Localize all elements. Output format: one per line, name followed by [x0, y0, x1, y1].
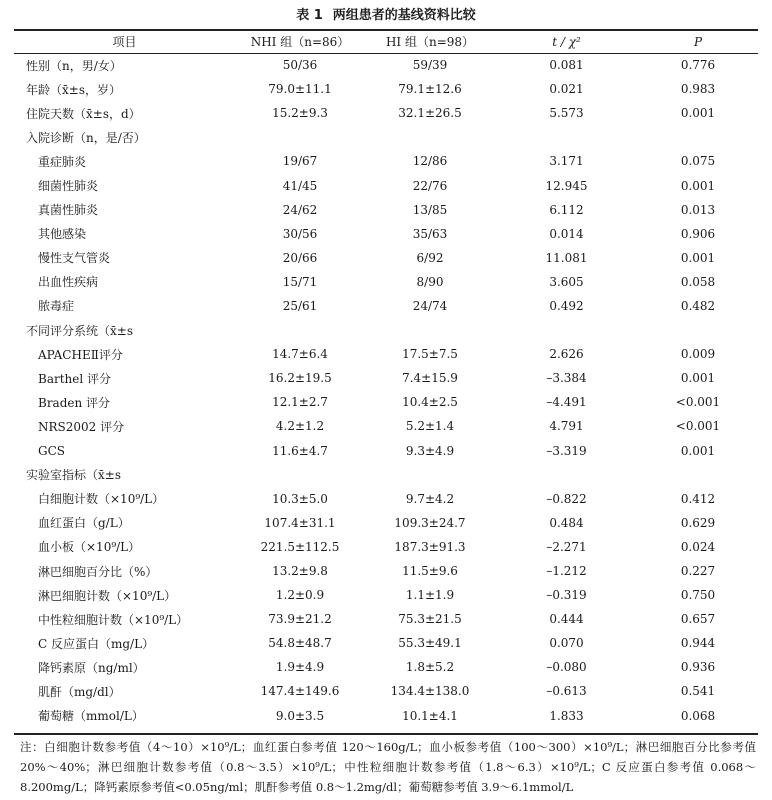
header-nhi-group: NHI 组（n=86）	[250, 35, 350, 49]
p-value: 0.983	[680, 82, 716, 97]
table-caption	[0, 7, 772, 25]
test-statistic-value: –0.613	[546, 684, 587, 699]
p-value: 0.009	[680, 347, 716, 362]
nhi-value	[235, 318, 365, 342]
test-statistic-value: 5.573	[549, 106, 584, 121]
nhi-value: 25/61	[282, 298, 318, 313]
table-row	[14, 173, 758, 197]
table-number: 表 1	[296, 8, 323, 23]
table-row	[14, 342, 758, 366]
p-value: 0.482	[680, 298, 716, 313]
row-label: 真菌性肺炎	[38, 203, 99, 218]
hi-value: 9.7±4.2	[405, 491, 455, 506]
table-row	[14, 414, 758, 438]
table-body	[14, 53, 758, 728]
row-label: 实验室指标（x̄±s	[26, 468, 121, 483]
table-row	[14, 222, 758, 246]
p-value: 0.075	[680, 154, 716, 169]
row-label: 不同评分系统（x̄±s	[26, 323, 133, 338]
table-row	[14, 439, 758, 463]
table-row	[14, 487, 758, 511]
p-value: 0.936	[680, 660, 716, 675]
test-statistic-value: –4.491	[546, 395, 587, 410]
row-label: 淋巴细胞计数（×10⁹/L）	[38, 588, 177, 603]
hi-value: 24/74	[412, 298, 448, 313]
hi-value: 17.5±7.5	[402, 347, 458, 362]
test-statistic-value: 0.081	[549, 58, 584, 73]
test-statistic-value: 0.492	[549, 298, 584, 313]
test-statistic-value: 12.945	[545, 178, 588, 193]
hi-value: 7.4±15.9	[402, 371, 458, 386]
test-statistic-value: –2.271	[546, 539, 587, 554]
hi-value: 22/76	[412, 178, 448, 193]
table-row	[14, 631, 758, 655]
hi-value	[365, 125, 495, 149]
test-statistic-value: 0.021	[549, 82, 584, 97]
table-row	[14, 655, 758, 679]
nhi-value: 79.0±11.1	[268, 82, 332, 97]
row-label: 降钙素原（ng/ml）	[38, 660, 145, 675]
p-value: 0.906	[680, 226, 716, 241]
nhi-value: 1.2±0.9	[275, 588, 325, 603]
row-label: 性别（n，男/女）	[26, 58, 122, 73]
row-label: 葡萄糖（mmol/L）	[38, 709, 144, 724]
test-statistic-value: 3.171	[549, 154, 584, 169]
row-label: Braden 评分	[38, 395, 111, 410]
hi-value: 11.5±9.6	[402, 564, 458, 579]
table-row	[14, 101, 758, 125]
row-label: C 反应蛋白（mg/L）	[38, 636, 155, 651]
nhi-value: 107.4±31.1	[264, 515, 336, 530]
table-row	[14, 53, 758, 77]
table-row	[14, 318, 758, 342]
nhi-value: 30/56	[282, 226, 318, 241]
p-value: 0.001	[680, 106, 716, 121]
test-statistic-value: 0.014	[549, 226, 584, 241]
row-label: 重症肺炎	[38, 154, 87, 169]
hi-value: 5.2±1.4	[405, 419, 455, 434]
row-label: 其他感染	[38, 227, 87, 242]
hi-value: 35/63	[412, 226, 448, 241]
hi-value: 109.3±24.7	[394, 515, 466, 530]
test-statistic-value: –3.319	[546, 443, 587, 458]
p-value: 0.657	[680, 612, 716, 627]
nhi-value: 4.2±1.2	[275, 419, 325, 434]
hi-value: 6/92	[416, 250, 444, 265]
nhi-value: 14.7±6.4	[272, 347, 328, 362]
p-value	[638, 318, 758, 342]
row-label: 血小板（×10⁹/L）	[38, 540, 141, 555]
test-statistic-value: 2.626	[549, 347, 584, 362]
row-label: 白细胞计数（×10⁹/L）	[38, 492, 165, 507]
hi-value	[365, 463, 495, 487]
p-value	[638, 463, 758, 487]
test-statistic-value	[495, 125, 638, 149]
hi-value: 1.1±1.9	[405, 588, 455, 603]
p-value: 0.068	[680, 708, 716, 723]
nhi-value: 10.3±5.0	[272, 491, 328, 506]
nhi-value: 13.2±9.8	[272, 564, 328, 579]
hi-value: 12/86	[412, 154, 448, 169]
nhi-value: 12.1±2.7	[272, 395, 328, 410]
nhi-value: 54.8±48.7	[268, 636, 332, 651]
table-bottom-rule	[14, 733, 758, 735]
table-row	[14, 390, 758, 414]
row-label: Barthel 评分	[38, 371, 112, 386]
p-value: 0.024	[680, 539, 716, 554]
p-value: 0.001	[680, 250, 716, 265]
hi-value	[365, 318, 495, 342]
test-statistic-value: 1.833	[549, 708, 584, 723]
row-label: 慢性支气管炎	[38, 251, 111, 266]
nhi-value: 15/71	[282, 274, 318, 289]
test-statistic-value: 11.081	[545, 250, 588, 265]
row-label: 年龄（x̄±s，岁）	[26, 82, 121, 97]
p-value: 0.227	[680, 564, 716, 579]
test-statistic-value: 0.070	[549, 636, 584, 651]
table-row	[14, 246, 758, 270]
table-row	[14, 511, 758, 535]
p-value: 0.001	[680, 178, 716, 193]
hi-value: 10.1±4.1	[402, 708, 458, 723]
row-label: 出血性疾病	[38, 275, 99, 290]
nhi-value: 221.5±112.5	[260, 539, 340, 554]
hi-value: 9.3±4.9	[405, 443, 455, 458]
table-row	[14, 125, 758, 149]
hi-value: 1.8±5.2	[405, 660, 455, 675]
test-statistic-value: 6.112	[549, 202, 584, 217]
table-row	[14, 679, 758, 703]
hi-value: 8/90	[416, 274, 444, 289]
p-value: 0.001	[680, 371, 716, 386]
header-hi-group: HI 组（n=98）	[385, 35, 475, 49]
p-value	[638, 125, 758, 149]
test-statistic-value: 0.444	[549, 612, 584, 627]
test-statistic-value: –3.384	[546, 371, 587, 386]
p-value: <0.001	[675, 395, 721, 410]
p-value: 0.001	[680, 443, 716, 458]
nhi-value: 73.9±21.2	[268, 612, 332, 627]
test-statistic-value: –0.822	[546, 491, 587, 506]
p-value: 0.776	[680, 58, 716, 73]
row-label: 淋巴细胞百分比（%）	[38, 564, 158, 579]
table-row	[14, 583, 758, 607]
p-value: 0.541	[680, 684, 716, 699]
header-test-statistic: t / χ²	[552, 34, 581, 49]
row-label: NRS2002 评分	[38, 419, 125, 434]
p-value: 0.750	[680, 588, 716, 603]
nhi-value	[235, 463, 365, 487]
nhi-value	[235, 125, 365, 149]
hi-value: 134.4±138.0	[390, 684, 470, 699]
table-title: 两组患者的基线资料比较	[332, 8, 476, 23]
table-row	[14, 294, 758, 318]
baseline-comparison-table	[14, 30, 758, 728]
hi-value: 55.3±49.1	[398, 636, 462, 651]
row-label: 细菌性肺炎	[38, 179, 99, 194]
row-label: 入院诊断（n，是/否）	[26, 130, 146, 145]
table-header-row	[14, 30, 758, 53]
row-label: 住院天数（x̄±s，d）	[26, 106, 141, 121]
hi-value: 59/39	[412, 58, 448, 73]
p-value: 0.944	[680, 636, 716, 651]
row-label: APACHEⅡ评分	[38, 347, 123, 362]
nhi-value: 1.9±4.9	[275, 660, 325, 675]
table-row	[14, 607, 758, 631]
table-footnote: 注：白细胞计数参考值（4～10）×10⁹/L；血红蛋白参考值 120～160g/L；血小板参考值（100～300）×10⁹/L；淋巴细胞百分比参考值 20%～40%；淋巴细胞计数参考值（0.8～3.5）×10⁹/L；中性粒细胞计数参考值（1.8～6.3）×10⁹/L；C 反应蛋白参考值 0.068～8.200mg/L；降钙素原参考值<0.05ng/ml；肌酐参考值 0.8～1.2mg/dl；葡萄糖参考值 3.9～6.1mmol/L	[20, 740, 756, 794]
table-row	[14, 463, 758, 487]
p-value: <0.001	[675, 419, 721, 434]
row-label: 脓毒症	[38, 299, 75, 314]
p-value: 0.412	[680, 491, 716, 506]
nhi-value: 41/45	[282, 178, 318, 193]
table-row	[14, 366, 758, 390]
test-statistic-value: –1.212	[546, 564, 587, 579]
test-statistic-value	[495, 318, 638, 342]
table-row	[14, 149, 758, 173]
test-statistic-value: 4.791	[549, 419, 584, 434]
table-row	[14, 198, 758, 222]
test-statistic-value: 0.484	[549, 515, 584, 530]
table-row	[14, 270, 758, 294]
row-label: 中性粒细胞计数（×10⁹/L）	[38, 612, 189, 627]
row-label: 肌酐（mg/dl）	[38, 684, 121, 699]
nhi-value: 11.6±4.7	[272, 443, 328, 458]
nhi-value: 50/36	[282, 58, 318, 73]
table-row	[14, 535, 758, 559]
nhi-value: 20/66	[282, 250, 318, 265]
hi-value: 32.1±26.5	[398, 106, 462, 121]
hi-value: 13/85	[412, 202, 448, 217]
test-statistic-value: 3.605	[549, 274, 584, 289]
nhi-value: 16.2±19.5	[268, 371, 332, 386]
table-row	[14, 77, 758, 101]
nhi-value: 15.2±9.3	[272, 106, 328, 121]
nhi-value: 9.0±3.5	[275, 708, 325, 723]
test-statistic-value: –0.319	[546, 588, 587, 603]
nhi-value: 147.4±149.6	[260, 684, 340, 699]
nhi-value: 24/62	[282, 202, 318, 217]
hi-value: 75.3±21.5	[398, 612, 462, 627]
test-statistic-value	[495, 463, 638, 487]
p-value: 0.058	[680, 274, 716, 289]
row-label: 血红蛋白（g/L）	[38, 516, 130, 531]
test-statistic-value: –0.080	[546, 660, 587, 675]
table-row	[14, 559, 758, 583]
p-value: 0.629	[680, 515, 716, 530]
nhi-value: 19/67	[282, 154, 318, 169]
table-row	[14, 704, 758, 728]
hi-value: 10.4±2.5	[402, 395, 458, 410]
p-value: 0.013	[680, 202, 716, 217]
row-label: GCS	[38, 443, 65, 458]
hi-value: 187.3±91.3	[394, 539, 466, 554]
hi-value: 79.1±12.6	[398, 82, 462, 97]
header-item: 项目	[112, 35, 137, 49]
header-p-value: P	[693, 34, 703, 49]
